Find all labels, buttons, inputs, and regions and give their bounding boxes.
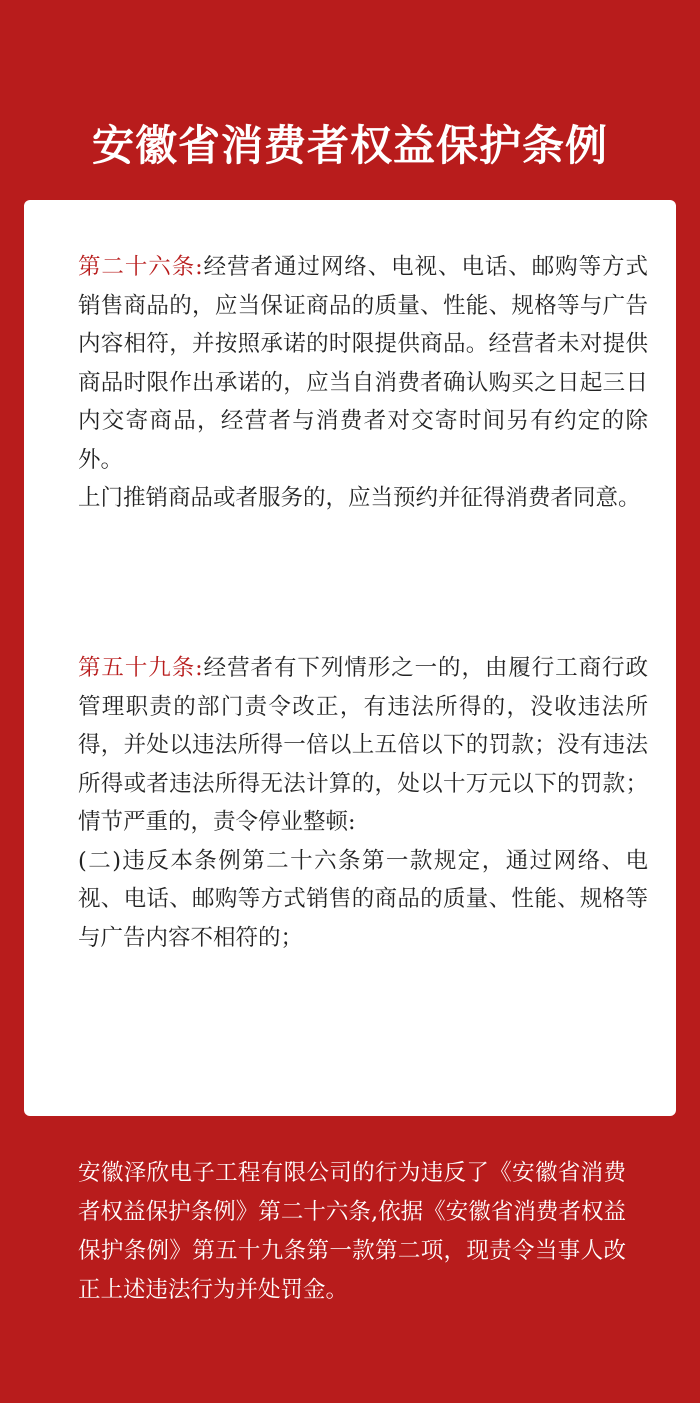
article-26	[78, 248, 648, 518]
penalty-notice	[78, 1154, 626, 1310]
page-title: 安徽省消费者权益保护条例	[91, 121, 608, 171]
article-26-label: 第二十六条:	[78, 254, 203, 280]
article-59-paragraph-1	[78, 649, 648, 842]
article-26-paragraph-1	[78, 248, 648, 479]
article-59-label: 第五十九条:	[78, 655, 203, 681]
article-59	[78, 649, 648, 957]
article-59-paragraph-2: (二)违反本条例第二十六条第一款规定，通过网络、电视、电话、邮购等方式销售的商品的质量、性能、规格等与广告内容不相符的；	[78, 847, 648, 951]
article-26-text-1: 经营者通过网络、电视、电话、邮购等方式销售商品的，应当保证商品的质量、性能、规格等与广告内容相符，并按照承诺的时限提供商品。经营者未对提供商品时限作出承诺的，应当自消费者确认购买之日起三日内交寄商品，经营者与消费者对交寄时间另有约定的除外。	[78, 254, 648, 473]
content-card	[24, 200, 676, 1116]
penalty-notice-text: 安徽泽欣电子工程有限公司的行为违反了《安徽省消费者权益保护条例》第二十六条,依据《安徽省消费者权益保护条例》第五十九条第一款第二项，现责令当事人改正上述违法行为并处罚金。	[78, 1160, 626, 1303]
article-26-paragraph-2: 上门推销商品或者服务的，应当预约并征得消费者同意。	[78, 485, 641, 511]
article-59-text-1: 经营者有下列情形之一的，由履行工商行政管理职责的部门责令改正，有违法所得的，没收违法所得，并处以违法所得一倍以上五倍以下的罚款；没有违法所得或者违法所得无法计算的，处以十万元以下的罚款；情节严重的，责令停业整顿:	[78, 655, 648, 835]
